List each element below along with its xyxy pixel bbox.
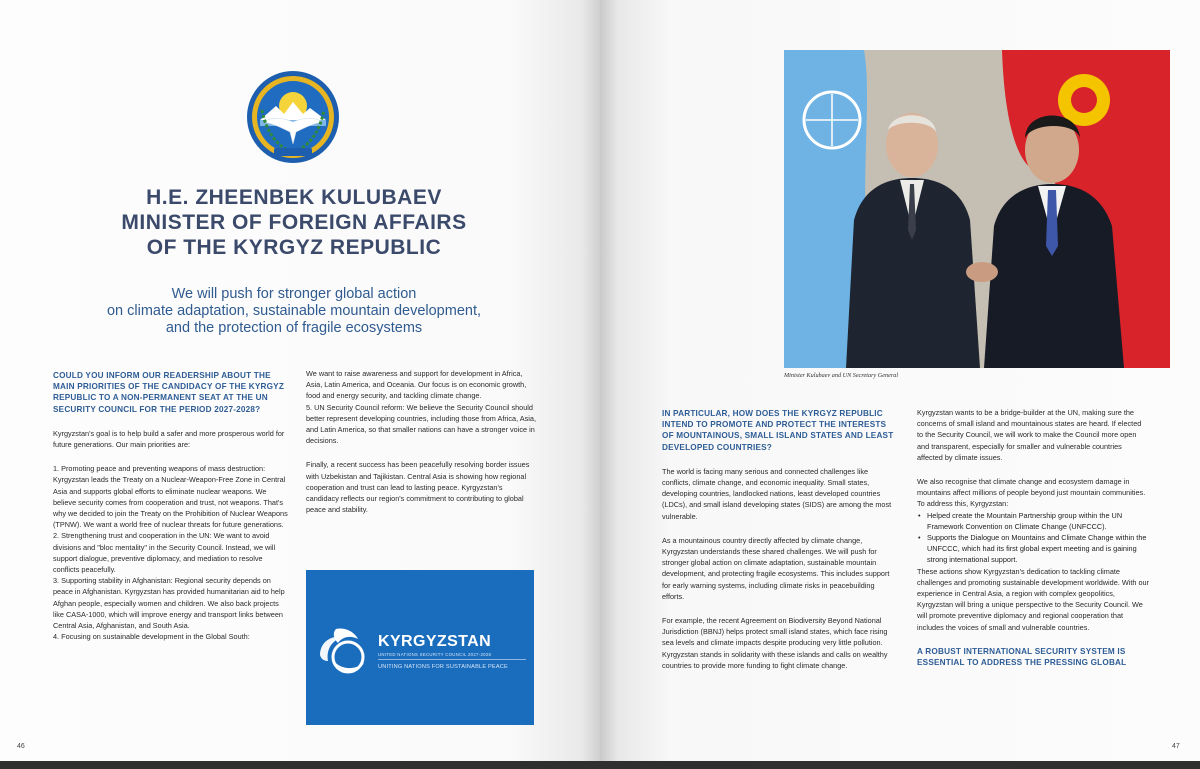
priority-text: Kyrgyzstan leads the Treaty on a Nuclear-Weapon-Free Zone in Central Asia and supports global efforts to eliminate nuclear weapons. We believe security comes from cooperation and trust, not weapons. That's why we decided to join the Treaty on the Prohibition of Nuclear Weapons (TPNW). We want a world free of nuclear threats for future generations.: [53, 475, 288, 530]
subtitle-line: We will push for stronger global action: [171, 286, 417, 302]
priorities-list: [53, 463, 290, 642]
photo-minister-and-un-secretary-general: [784, 50, 1170, 368]
intro-paragraph: Kyrgyzstan's goal is to help build a safer and more prosperous world for future generations. Our main priorities are:: [53, 428, 285, 450]
dove-logo-icon: [314, 625, 376, 677]
question-heading: A ROBUST INTERNATIONAL SECURITY SYSTEM IS ESSENTIAL TO ADDRESS THE PRESSING GLOBAL: [917, 646, 1127, 668]
article-title: [60, 185, 528, 260]
title-line: OF THE KYRGYZ REPUBLIC: [146, 236, 442, 259]
banner-subtitle: UNITED NATIONS SECURITY COUNCIL 2027-2028: [378, 652, 492, 657]
paragraph: We want to raise awareness and support for development in Africa, Asia, Latin America, and Oceania. Our focus is on economic growth, food and energy security, and tackling climate change.: [306, 369, 527, 401]
banner-name: KYRGYZSTAN: [378, 633, 492, 650]
subtitle-line: on climate adaptation, sustainable mountain development,: [106, 303, 482, 319]
question-heading: IN PARTICULAR, HOW DOES THE KYRGYZ REPUBLIC INTEND TO PROMOTE AND PROTECT THE INTERESTS OF MOUNTAINOUS, SMALL ISLAND STATES AND LEAST DEVELOPED COUNTRIES?: [662, 409, 894, 452]
photo-illustration: [784, 50, 1170, 368]
photo-caption: Minister Kulubaev and UN Secretary General: [784, 372, 899, 379]
title-line: H.E. ZHEENBEK KULUBAEV: [146, 186, 442, 209]
candidacy-banner: [306, 570, 534, 725]
page-number: 47: [1172, 743, 1180, 750]
list-item: 4. Focusing on sustainable development in the Global South:: [53, 632, 250, 642]
kyrgyz-state-emblem: [246, 70, 340, 164]
paragraph: These actions show Kyrgyzstan's dedication to tackling climate challenges and promoting sustainable development worldwide. With our experience in Central Asia, a region with complex geopolitics, Kyrgyzstan will bring a unique perspective to the Security Council. We will promote preventive diplomacy and regional cooperation that includes the voices of small and vulnerable countries.: [917, 566, 1150, 632]
paragraph: Kyrgyzstan wants to be a bridge-builder at the UN, making sure the concerns of small island and mountainous states are heard. If elected to the Security Council, we will work to make the Council more open and transparent, especially for smaller and vulnerable countries affected by climate issues.: [917, 408, 1142, 462]
paragraph: We also recognise that climate change and ecosystem damage in mountains affect millions of people beyond just mountain communities. To address this, Kyrgyzstan:: [917, 477, 1146, 509]
list-item: • Helped create the Mountain Partnership group within the UN Framework Convention on Climate Change (UNFCCC).: [917, 510, 1149, 532]
priority-title: 1. Promoting peace and preventing weapons of mass destruction:: [53, 464, 266, 474]
list-item: • Supports the Dialogue on Mountains and Climate Change within the UNFCCC, which had its first global expert meeting and is gaining strong international support.: [917, 532, 1149, 566]
right-page: [600, 0, 1200, 769]
subtitle-line: and the protection of fragile ecosystems: [165, 320, 423, 336]
banner-slogan: UNITING NATIONS FOR SUSTAINABLE PEACE: [378, 664, 508, 670]
right-column-2: [917, 407, 1149, 668]
right-column-1: [662, 408, 898, 671]
question-heading: COULD YOU INFORM OUR READERSHIP ABOUT THE MAIN PRIORITIES OF THE CANDIDACY OF THE KYRGYZ REPUBLIC TO A NON-PERMANENT SEAT AT THE UN SECURITY COUNCIL FOR THE PERIOD 2027-2028?: [53, 371, 285, 414]
list-item: 3. Supporting stability in Afghanistan: Regional security depends on peace in Afghanistan. Kyrgyzstan has provided humanitarian aid to help Afghan people, especially women and children. We also back projects like CASA-1000, which will improve energy and transport links between Central Asia, Afghanistan, and South Asia.: [53, 576, 285, 631]
page-number: 46: [17, 743, 25, 750]
title-line: MINISTER OF FOREIGN AFFAIRS: [121, 211, 467, 234]
list-item: 2. Strengthening trust and cooperation in the UN: We want to avoid divisions and "bloc mentality" in the Security Council. Instead, we will support dialogue, preventive diplomacy, and mediation to resolve conflicts peacefully.: [53, 531, 276, 575]
paragraph: The world is facing many serious and connected challenges like conflicts, climate change, and economic inequality. Small states, developing countries, landlocked nations, least developed countries (LDCs), and small island developing states (SIDS) are among the most vulnerable.: [662, 466, 892, 521]
paragraph: Finally, a recent success has been peacefully resolving border issues with Uzbekistan and Tajikistan. Central Asia is showing how regional cooperation and trust can lead to lasting peace. Kyrgyzstan's candidacy reflects our region's commitment to contributing to global peace and stability.: [306, 460, 530, 515]
actions-list: [917, 510, 1149, 566]
handshake: [966, 262, 998, 282]
paragraph: As a mountainous country directly affected by climate change, Kyrgyzstan understands these shared challenges. We will push for stronger global action on climate adaptation, sustainable mountain development, and protecting fragile ecosystems. This includes support for early warning systems, including climate risks in peacebuilding efforts.: [662, 535, 890, 601]
list-item: 5. UN Security Council reform: We believe the Security Council should better represent developing countries, including those from Africa, Asia, and Latin America, so that smaller nations can have a stronger voice in decisions.: [306, 402, 536, 446]
list-item: [53, 463, 290, 530]
article-subtitle: [60, 286, 528, 337]
paragraph: For example, the recent Agreement on Biodiversity Beyond National Jurisdiction (BBNJ) helps protect small island states, which face rising sea levels and climate impacts despite producing very little pollution. Kyrgyzstan stands in solidarity with these islands and calls on wealthy countries to provide more funding to fight climate change.: [662, 616, 888, 670]
left-column-1: [53, 370, 290, 642]
banner-divider: [378, 659, 526, 660]
scan-bottom-edge: [0, 761, 1200, 769]
left-column-2: [306, 368, 536, 515]
